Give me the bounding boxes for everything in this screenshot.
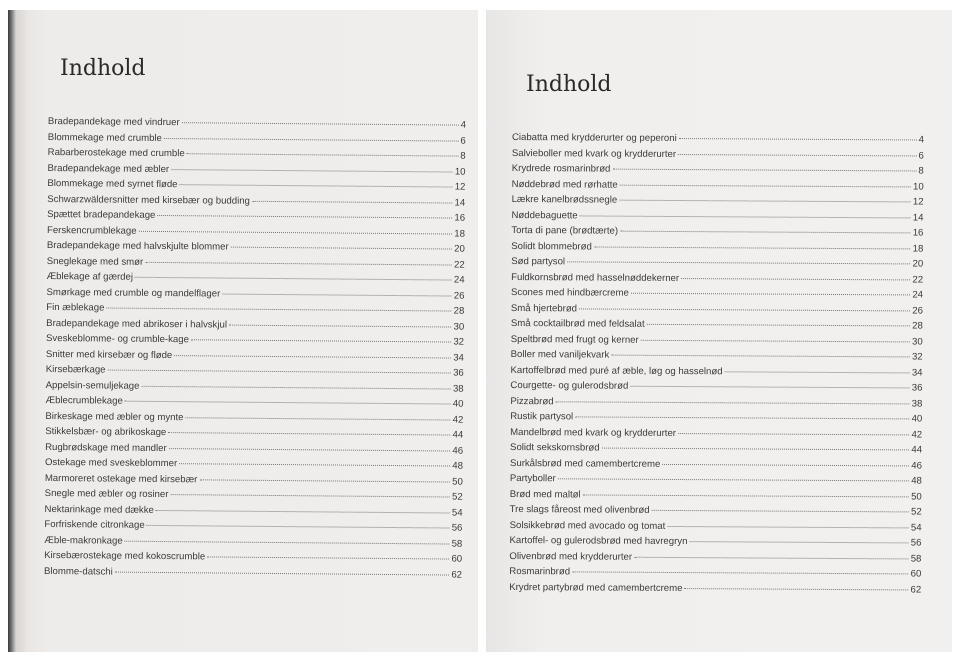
- dot-leader: [612, 169, 916, 172]
- toc-entry-page-number: 38: [911, 397, 923, 410]
- toc-entry-title: Små hjertebrød: [510, 302, 578, 314]
- dot-leader: [252, 200, 453, 203]
- dot-leader: [199, 479, 450, 482]
- toc-entry-title: Brød med maltøl: [509, 488, 581, 500]
- toc-entry-title: Torta di pane (brødtærte): [511, 224, 619, 237]
- dot-leader: [647, 324, 910, 327]
- toc-entry-page-number: 4: [918, 134, 924, 146]
- toc-entry-page-number: 28: [912, 320, 923, 332]
- toc-entry-page-number: 60: [451, 553, 463, 565]
- toc-entry-title: Bradepandekage med æbler: [47, 162, 170, 175]
- table-of-contents: [509, 132, 924, 600]
- dot-leader: [180, 184, 453, 187]
- toc-entry-page-number: 18: [454, 228, 466, 240]
- toc-entry-page-number: 46: [452, 445, 464, 457]
- dot-leader: [689, 541, 908, 543]
- toc-entry-title: Blommekage med crumble: [47, 131, 162, 144]
- dot-leader: [580, 215, 911, 218]
- toc-entry-title: Spættet bradepandekage: [47, 208, 156, 221]
- toc-entry-page-number: 58: [451, 538, 463, 550]
- dot-leader: [575, 416, 909, 419]
- toc-entry-page-number: 22: [912, 273, 924, 286]
- dot-leader: [139, 230, 453, 234]
- toc-entry-title: Fuldkornsbrød med hasselnøddekerner: [511, 271, 680, 284]
- dot-leader: [678, 433, 910, 435]
- toc-entry-title: Birkeskage med æbler og mynte: [45, 410, 184, 423]
- toc-entry-page-number: 60: [910, 568, 922, 580]
- toc-entry-title: Solidt blommebrød: [511, 240, 592, 252]
- dot-leader: [179, 463, 450, 466]
- toc-entry-page-number: 52: [451, 491, 463, 503]
- dot-leader: [631, 293, 910, 296]
- toc-entry-page-number: 40: [452, 398, 464, 410]
- toc-entry-title: Solidt sekskornsbrød: [510, 441, 600, 454]
- toc-entry-title: Krydret partybrød med camembertcreme: [509, 581, 683, 594]
- page-heading: Indhold: [60, 56, 146, 81]
- dot-leader: [185, 417, 450, 420]
- dot-leader: [620, 184, 911, 187]
- toc-entry-page-number: 10: [912, 180, 924, 193]
- toc-entry-title: Snegle med æbler og rosiner: [44, 487, 169, 501]
- toc-entry-title: Forfriskende citronkage: [44, 518, 145, 531]
- toc-entry-page-number: 6: [460, 135, 466, 147]
- dot-leader: [619, 200, 911, 203]
- toc-entry-title: Solsikkebrød med avocado og tomat: [509, 519, 666, 532]
- dot-leader: [171, 169, 453, 172]
- dot-leader: [207, 556, 449, 559]
- toc-entry-page-number: 8: [460, 150, 466, 162]
- toc-entry-title: Sød partysol: [511, 255, 566, 268]
- dot-leader: [725, 371, 910, 373]
- toc-entry-page-number: 28: [453, 305, 465, 317]
- dot-leader: [169, 448, 451, 451]
- dot-leader: [579, 308, 910, 311]
- dot-leader: [634, 556, 909, 559]
- toc-entry-title: Boller med vaniljekvark: [510, 348, 610, 361]
- dot-leader: [145, 261, 452, 265]
- dot-leader: [125, 540, 450, 544]
- toc-entry-title: Æblecrumblekage: [45, 394, 123, 407]
- toc-entry: [509, 581, 921, 599]
- toc-entry-page-number: 26: [453, 290, 465, 302]
- toc-entry-page-number: 24: [453, 274, 465, 286]
- toc-entry-title: Appelsin-semuljekage: [45, 379, 140, 392]
- dot-leader: [135, 277, 452, 281]
- dot-leader: [572, 571, 909, 574]
- dot-leader: [652, 510, 909, 513]
- toc-entry-title: Pizzabrød: [510, 395, 554, 407]
- toc-entry-page-number: 50: [911, 490, 922, 503]
- toc-entry-page-number: 52: [910, 506, 922, 518]
- dot-leader: [602, 448, 910, 451]
- dot-leader: [222, 293, 451, 296]
- toc-entry-page-number: 56: [910, 537, 922, 549]
- toc-entry-title: Kirsebærkage: [45, 363, 106, 376]
- dot-leader: [157, 215, 452, 219]
- dot-leader: [229, 324, 452, 327]
- toc-entry-title: Speltbrød med frugt og kerner: [510, 333, 639, 346]
- toc-entry-title: Kirsebærostekage med kokoscrumble: [44, 549, 206, 563]
- toc-entry-title: Rabarberostekage med crumble: [47, 146, 185, 160]
- toc-entry-title: Blomme-datschi: [43, 565, 113, 578]
- toc-entry-title: Ciabatta med krydderurter og peperoni: [511, 132, 677, 145]
- toc-entry-page-number: 16: [912, 227, 924, 239]
- toc-entry-page-number: 62: [910, 583, 922, 596]
- dot-leader: [168, 432, 450, 435]
- toc-entry-title: Ferskencrumblekage: [46, 224, 137, 237]
- page-heading: Indhold: [526, 72, 612, 97]
- toc-entry-page-number: 12: [912, 196, 924, 208]
- dot-leader: [611, 355, 910, 358]
- toc-entry-title: Scones med hindbærcreme: [510, 286, 629, 299]
- dot-leader: [106, 308, 451, 312]
- toc-entry-page-number: 12: [454, 181, 466, 193]
- dot-leader: [684, 588, 908, 590]
- toc-entry-page-number: 26: [912, 304, 923, 317]
- toc-entry-title: Bradepandekage med vindruer: [47, 116, 180, 129]
- toc-entry-page-number: 6: [918, 149, 924, 162]
- toc-entry-page-number: 48: [452, 460, 464, 472]
- toc-entry-title: Smørkage med crumble og mandelflager: [46, 286, 221, 300]
- dot-leader: [115, 571, 450, 575]
- toc-entry-page-number: 34: [453, 352, 464, 364]
- dot-leader: [567, 261, 910, 264]
- toc-entry-title: Fin æblekage: [46, 301, 105, 314]
- toc-entry-page-number: 8: [918, 165, 924, 177]
- toc-entry-page-number: 22: [453, 259, 465, 271]
- dot-leader: [641, 339, 910, 342]
- dot-leader: [681, 278, 910, 280]
- dot-leader: [594, 246, 911, 249]
- toc-entry-page-number: 38: [452, 383, 464, 395]
- toc-entry-page-number: 48: [911, 475, 922, 487]
- toc-entry-page-number: 46: [911, 459, 923, 472]
- toc-entry-page-number: 58: [910, 552, 922, 565]
- toc-entry-page-number: 44: [911, 444, 923, 456]
- toc-entry-page-number: 20: [912, 258, 924, 270]
- toc-entry-title: Olivenbrød med krydderurter: [509, 550, 633, 563]
- toc-entry-page-number: 62: [451, 569, 463, 581]
- toc-entry-title: Ostekage med sveskeblommer: [44, 456, 178, 470]
- dot-leader: [678, 154, 916, 156]
- toc-entry-title: Sveskeblomme- og crumble-kage: [46, 332, 190, 346]
- dot-leader: [182, 122, 459, 125]
- dot-leader: [164, 138, 459, 142]
- toc-entry-title: Sneglekage med smør: [46, 255, 144, 268]
- toc-entry-page-number: 54: [910, 521, 922, 534]
- toc-entry-title: Nøddebrød med rørhatte: [511, 178, 618, 191]
- toc-entry-title: Salvieboller med kvark og krydderurter: [511, 147, 677, 160]
- toc-entry-title: Æble-makronkage: [44, 534, 123, 547]
- toc-entry-page-number: 34: [911, 366, 923, 379]
- dot-leader: [142, 385, 451, 389]
- dot-leader: [558, 478, 909, 481]
- toc-entry-page-number: 30: [912, 335, 923, 348]
- toc-entry-title: Rustik partysol: [510, 410, 574, 423]
- toc-entry-page-number: 56: [451, 522, 463, 534]
- toc-entry-page-number: 32: [453, 336, 465, 348]
- toc-entry-page-number: 14: [454, 197, 466, 209]
- left-page: [8, 10, 478, 652]
- toc-entry-page-number: 40: [911, 413, 923, 425]
- table-of-contents: [44, 116, 466, 585]
- toc-entry-page-number: 36: [911, 382, 923, 394]
- dot-leader: [108, 370, 452, 374]
- toc-entry-title: Bradepandekage med halvskjulte blommer: [46, 239, 229, 253]
- dot-leader: [556, 401, 910, 404]
- dot-leader: [231, 247, 452, 250]
- dot-leader: [679, 138, 917, 140]
- toc-entry-title: Rosmarinbrød: [509, 565, 571, 578]
- book-spine: [8, 10, 26, 652]
- toc-entry-title: Æblekage af gærdej: [46, 270, 134, 283]
- toc-entry-page-number: 50: [452, 476, 463, 488]
- dot-leader: [620, 231, 911, 234]
- dot-leader: [170, 494, 450, 497]
- toc-entry-title: Blommekage med syrnet fløde: [47, 177, 178, 191]
- toc-entry-title: Marmoreret ostekage med kirsebær: [44, 472, 198, 485]
- toc-entry-title: Små cocktailbrød med feldsalat: [510, 317, 645, 330]
- toc-entry-title: Nektarinkage med dække: [44, 503, 154, 516]
- toc-entry-title: Courgette- og gulerodsbrød: [510, 379, 629, 392]
- dot-leader: [156, 509, 450, 513]
- toc-entry-title: Bradepandekage med abrikoser i halvskjul: [46, 317, 228, 331]
- toc-entry-page-number: 18: [912, 242, 924, 255]
- dot-leader: [667, 525, 909, 527]
- toc-entry-page-number: 4: [460, 119, 466, 131]
- toc-entry-page-number: 44: [452, 429, 464, 441]
- toc-entry-title: Krydrede rosmarinbrød: [511, 162, 611, 175]
- toc-entry-title: Partyboller: [509, 472, 556, 485]
- toc-entry-title: Kartoffelbrød med puré af æble, løg og hasselnød: [510, 364, 723, 377]
- dot-leader: [191, 339, 451, 342]
- dot-leader: [147, 525, 450, 529]
- toc-entry-title: Lækre kanelbrødssnegle: [511, 193, 618, 206]
- toc-entry-title: Kartoffel- og gulerodsbrød med havregryn: [509, 534, 688, 548]
- dot-leader: [662, 463, 909, 466]
- toc-entry-page-number: 32: [911, 351, 923, 363]
- toc-entry-title: Stikkelsbær- og abrikoskage: [45, 425, 167, 439]
- dot-leader: [187, 153, 459, 156]
- toc-entry-title: Surkålsbrød med camembertcreme: [509, 457, 661, 470]
- toc-entry: [44, 565, 462, 584]
- toc-entry-page-number: 54: [451, 507, 463, 519]
- toc-entry-page-number: 10: [454, 166, 466, 178]
- dot-leader: [125, 401, 451, 405]
- dot-leader: [174, 355, 451, 358]
- dot-leader: [583, 494, 909, 497]
- toc-entry-page-number: 42: [911, 428, 923, 441]
- toc-entry-page-number: 16: [454, 212, 466, 224]
- toc-entry-title: Schwarzwäldersnitter med kirsebær og budding: [47, 193, 250, 207]
- dot-leader: [630, 386, 909, 389]
- toc-entry-title: Snitter med kirsebær og fløde: [45, 348, 173, 361]
- toc-entry-page-number: 24: [912, 289, 924, 301]
- toc-entry-title: Rugbrødskage med mandler: [45, 441, 167, 454]
- toc-entry-title: Nøddebaguette: [511, 209, 578, 221]
- toc-entry-page-number: 42: [452, 414, 464, 426]
- toc-entry-title: Mandelbrød med kvark og krydderurter: [510, 426, 677, 439]
- toc-entry-page-number: 30: [453, 321, 465, 333]
- toc-entry-page-number: 36: [453, 367, 464, 379]
- toc-entry-title: Tre slags fåreost med olivenbrød: [509, 503, 650, 516]
- toc-entry-page-number: 14: [912, 211, 924, 224]
- toc-entry-page-number: 20: [454, 243, 465, 255]
- right-page: [486, 10, 952, 652]
